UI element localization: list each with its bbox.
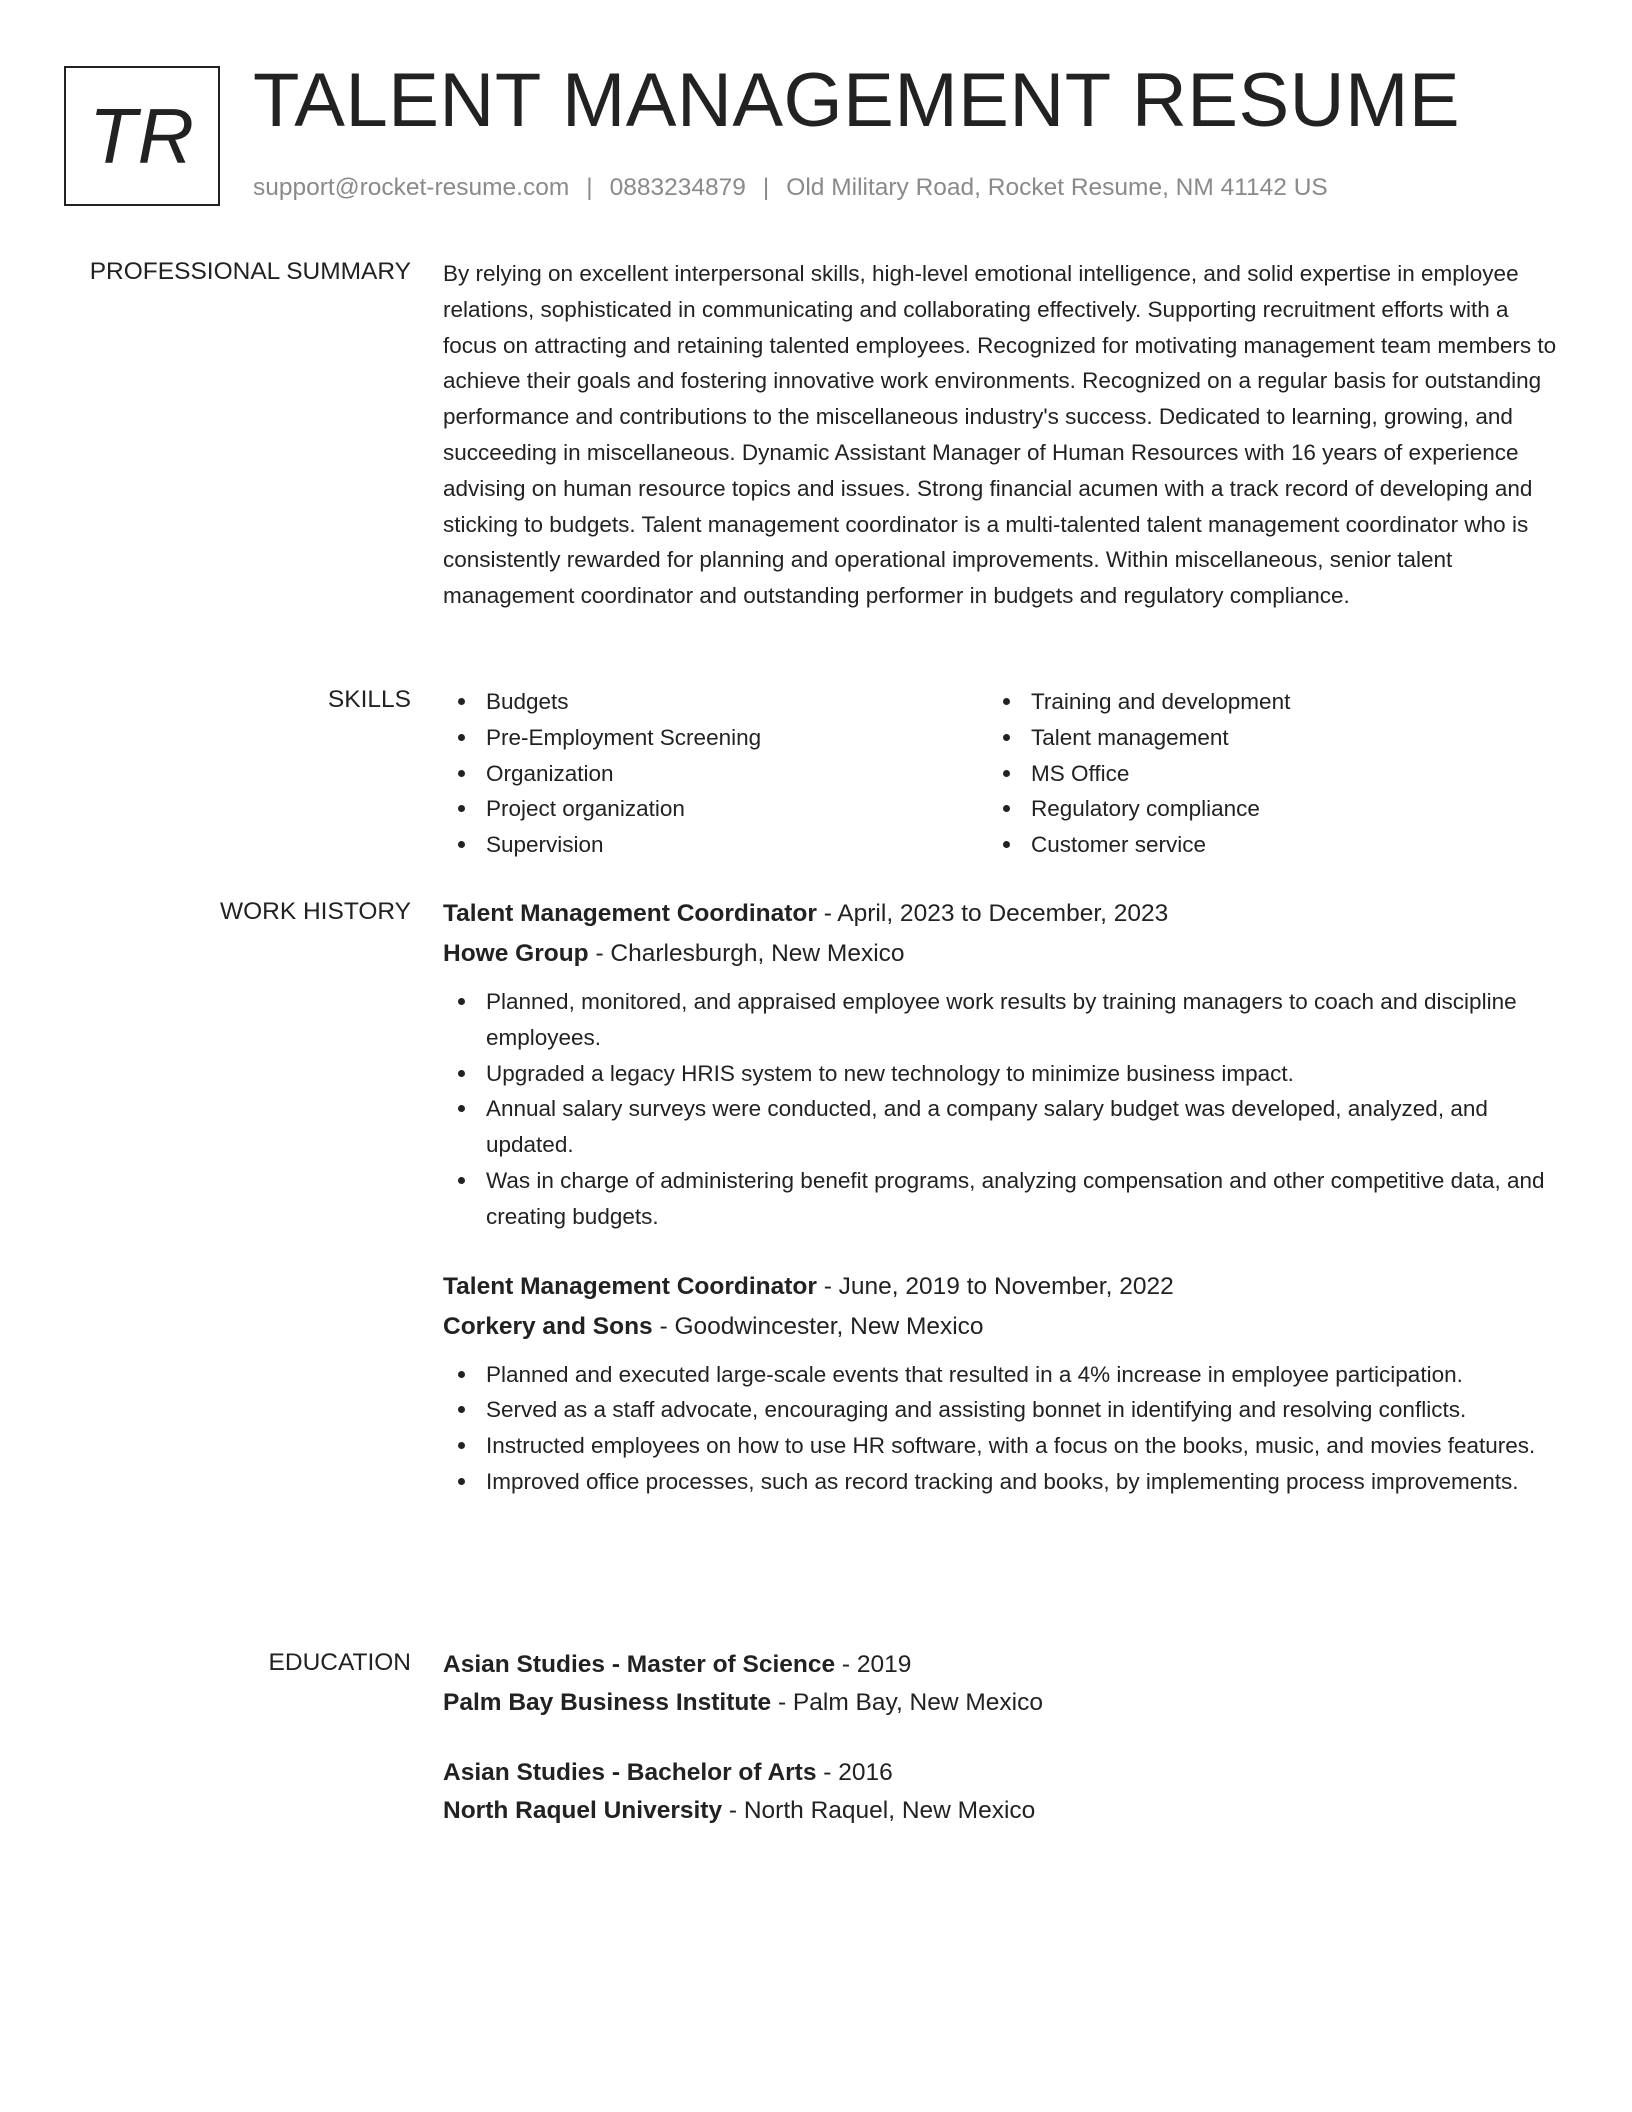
education-location: - North Raquel, New Mexico [722,1797,1036,1824]
skill-item: MS Office [988,756,1290,792]
education-year: - 2019 [835,1651,912,1678]
skill-item: Project organization [443,791,988,827]
education-location: - Palm Bay, New Mexico [771,1689,1043,1716]
education-body [443,1646,1561,1830]
job-entry [443,1267,1561,1500]
education-degree: Asian Studies - Bachelor of Arts [443,1759,817,1786]
monogram-initials: TR [89,91,195,180]
skills-list-right [988,684,1290,863]
skills-columns [443,684,1561,863]
education-degree-line [443,1646,1561,1684]
education-degree-line [443,1754,1561,1792]
job-bullet: Planned and executed large-scale events that resulted in a 4% increase in employee participation. [443,1357,1561,1393]
job-bullets [443,1357,1561,1500]
skills-body [443,684,1561,863]
skill-item: Supervision [443,827,988,863]
skill-item: Budgets [443,684,988,720]
skills-heading: SKILLS [327,686,411,713]
skill-item: Regulatory compliance [988,791,1290,827]
job-bullet: Served as a staff advocate, encouraging and assisting bonnet in identifying and resolving conflicts. [443,1392,1561,1428]
resume-title: TALENT MANAGEMENT RESUME [253,58,1461,143]
job-title: Talent Management Coordinator [443,1272,817,1300]
summary-text: By relying on excellent interpersonal skills, high-level emotional intelligence, and solid expertise in employee relations, sophisticated in communicating and collaborating effectively. Supporting recruitment efforts with a focus on attracting and retaining talented employees. Recognized for motivating management team members to achieve their goals and fostering innovative work environments. Recognized on a regular basis for outstanding performance and contributions to the miscellaneous industry's success. Dedicated to learning, growing, and succeeding in miscellaneous. Dynamic Assistant Manager of Human Resources with 16 years of experience advising on human resource topics and issues. Strong financial acumen with a track record of developing and sticking to budgets. Talent management coordinator is a multi-talented talent management coordinator who is consistently rewarded for planning and operational improvements. Within miscellaneous, senior talent management coordinator and outstanding performer in budgets and regulatory compliance. [443,261,1557,609]
education-school-line [443,1792,1561,1830]
contact-email[interactable]: support@rocket-resume.com [253,174,570,201]
job-bullet: Annual salary surveys were conducted, and a company salary budget was developed, analyzed, and updated. [443,1091,1561,1163]
education-year: - 2016 [816,1759,893,1786]
skill-item: Customer service [988,827,1290,863]
contact-separator: | [586,174,593,201]
job-bullet: Instructed employees on how to use HR software, with a focus on the books, music, and movies features. [443,1428,1561,1464]
skills-list-left [443,684,988,863]
job-company-line [443,934,1561,974]
job-bullet: Improved office processes, such as record tracking and books, by implementing process improvements. [443,1464,1561,1500]
job-company: Howe Group [443,940,589,967]
job-dates: - June, 2019 to November, 2022 [816,1272,1174,1300]
job-bullet: Upgraded a legacy HRIS system to new technology to minimize business impact. [443,1056,1561,1092]
summary-heading: PROFESSIONAL SUMMARY [89,258,411,285]
job-bullets [443,984,1561,1235]
job-bullet: Planned, monitored, and appraised employee work results by training managers to coach and discipline employees. [443,984,1561,1056]
job-bullet: Was in charge of administering benefit programs, analyzing compensation and other competitive data, and creating budgets. [443,1163,1561,1235]
job-company-line [443,1307,1561,1347]
work-history-body [443,894,1561,1500]
job-title: Talent Management Coordinator [443,900,817,927]
skill-item: Pre-Employment Screening [443,720,988,756]
education-school: Palm Bay Business Institute [443,1689,772,1716]
job-location: - Charlesburgh, New Mexico [588,940,905,967]
job-dates: - April, 2023 to December, 2023 [816,900,1169,927]
job-location: - Goodwincester, New Mexico [652,1312,984,1340]
job-title-line [443,894,1561,934]
contact-separator: | [762,174,770,201]
work-history-heading: WORK HISTORY [219,898,411,925]
education-school-line [443,1684,1561,1722]
skill-item: Talent management [988,720,1290,756]
skill-item: Organization [443,756,988,792]
skill-item: Training and development [988,684,1290,720]
monogram-logo [64,66,220,206]
contact-line [253,172,1328,204]
education-entry [443,1754,1561,1830]
education-heading: EDUCATION [268,1649,411,1676]
contact-address: Old Military Road, Rocket Resume, NM 41142 US [786,174,1328,201]
education-school: North Raquel University [443,1797,723,1824]
education-degree: Asian Studies - Master of Science [443,1651,836,1678]
job-title-line [443,1267,1561,1307]
job-company: Corkery and Sons [443,1312,653,1340]
education-entry [443,1646,1561,1722]
summary-body [443,256,1561,614]
contact-phone[interactable]: 0883234879 [609,174,746,201]
job-entry [443,894,1561,1235]
